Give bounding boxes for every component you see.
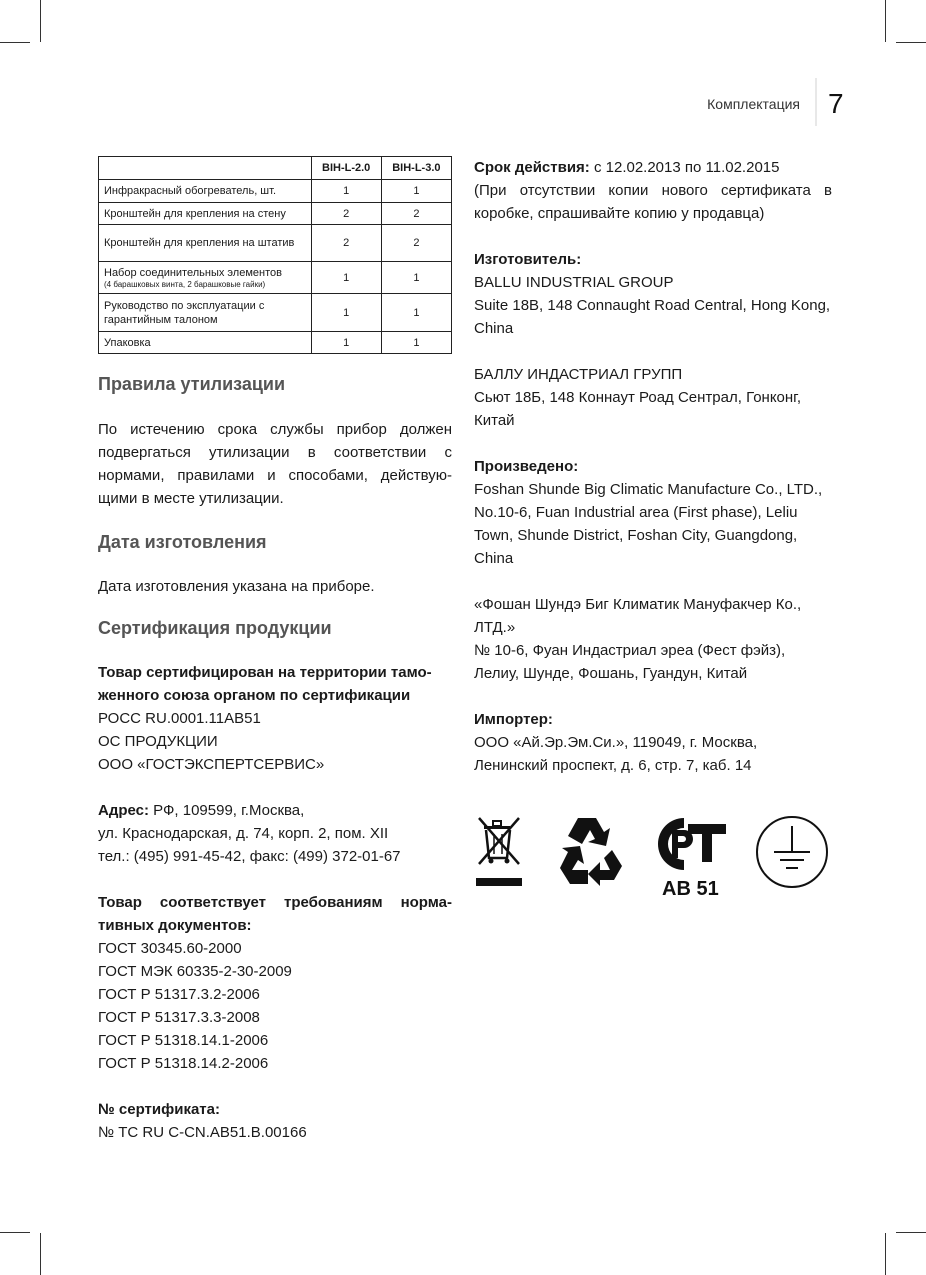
produced-line: Foshan Shunde Big Climatic Manufacture Co., LTD., (474, 481, 823, 498)
certification-title: Сертификация продукции (98, 618, 332, 638)
table-cell-value: 1 (311, 262, 381, 294)
standard-item: ГОСТ Р 51318.14.1-2006 (98, 1032, 269, 1049)
pct-conformity-mark (654, 814, 730, 874)
left-column (98, 156, 452, 1144)
table-cell-item: Руководство по эксплуатации с гарантийным талоном (99, 294, 312, 332)
standard-item: ГОСТ Р 51317.3.2-2006 (98, 986, 260, 1003)
table-row (99, 225, 452, 262)
table-header-row (99, 157, 452, 180)
package-contents-table (98, 156, 452, 354)
ground-symbol-icon (754, 814, 830, 890)
standard-item: ГОСТ МЭК 60335-2-30-2009 (98, 963, 292, 980)
table-cell-item: Кронштейн для крепления на стену (99, 203, 312, 225)
manufacturer-line: Suite 18B, 148 Connaught Road Central, Hong Kong, China (474, 297, 831, 337)
recycling-title: Правила утилизации (98, 374, 286, 394)
manufacture-date-text: Дата изготовления указана на приборе. (98, 578, 375, 595)
manufacturer-line: Сьют 18Б, 148 Коннаут Роад Сентрал, Гонконг, Китай (474, 389, 801, 429)
ab51-label: АВ 51 (662, 878, 719, 900)
compliance-marks (474, 812, 834, 902)
table-cell-value: 1 (381, 332, 451, 354)
crop-mark (0, 42, 30, 43)
validity-label: Срок действия: (474, 159, 590, 176)
table-cell-value: 2 (311, 203, 381, 225)
table-cell-value: 1 (311, 180, 381, 203)
manufacturer-line: BALLU INDUSTRIAL GROUP (474, 274, 674, 291)
compliance-heading: Товар соответствует требованиям норма-тивных документов: (98, 894, 452, 934)
certified-heading: Товар сертифицирован на территории тамо-женного союза органом по сертификации (98, 664, 432, 704)
table-row (99, 332, 452, 354)
certification-line: ОС ПРОДУКЦИИ (98, 733, 218, 750)
cert-number-value: № ТС RU С-CN.АВ51.В.00166 (98, 1124, 307, 1141)
manufacturer-line: БАЛЛУ ИНДАСТРИАЛ ГРУПП (474, 366, 683, 383)
validity-value: с 12.02.2013 по 11.02.2015 (589, 159, 780, 176)
table-row (99, 262, 452, 294)
recycling-text: По истечению срока службы прибор должен подвергаться утилизации в соответствии с нормами, правилами и способами, действую-щими в месте утилизации. (98, 421, 452, 507)
produced-line: «Фошан Шундэ Биг Климатик Мануфакчер Ко., ЛТД.» (474, 596, 802, 636)
table-cell-item (99, 262, 312, 294)
crop-mark (885, 1233, 886, 1275)
table-cell-value: 2 (381, 225, 451, 262)
table-row (99, 180, 452, 203)
address-label: Адрес: (98, 802, 149, 819)
crop-mark (896, 42, 926, 43)
table-header-cell: BIH-L-2.0 (311, 157, 381, 180)
crop-mark (40, 0, 41, 42)
importer-line: ООО «Ай.Эр.Эм.Си.», 119049, г. Москва, Ленинский проспект, д. 6, стр. 7, каб. 14 (474, 734, 758, 774)
crop-mark (885, 0, 886, 42)
address-value: РФ, 109599, г.Москва, (149, 802, 305, 819)
table-cell-item: Упаковка (99, 332, 312, 354)
manufacture-date-title: Дата изготовления (98, 532, 267, 552)
standard-item: ГОСТ Р 51317.3.3-2008 (98, 1009, 260, 1026)
produced-line: No.10-6, Fuan Industrial area (First phase), Leliu Town, Shunde District, Foshan City, Guangdong, China (474, 504, 798, 567)
validity-note: (При отсутствии копии нового сертификата в коробке, спрашивайте копию у продавца) (474, 182, 832, 222)
page-number: 7 (828, 88, 844, 119)
table-cell-item-text: Набор соединительных элементов (104, 266, 282, 279)
cert-number-label: № сертификата: (98, 1101, 220, 1118)
certification-line: РОСС RU.0001.11АВ51 (98, 710, 261, 727)
importer-label: Импортер: (474, 711, 553, 728)
crop-mark (40, 1233, 41, 1275)
table-cell-value: 1 (381, 180, 451, 203)
table-cell-value: 1 (381, 294, 451, 332)
table-cell-item: Инфракрасный обогреватель, шт. (99, 180, 312, 203)
address-line: тел.: (495) 991-45-42, факс: (499) 372-01-67 (98, 848, 401, 865)
table-cell-value: 1 (311, 332, 381, 354)
table-cell-value: 1 (311, 294, 381, 332)
address-line (98, 799, 452, 822)
table-header-cell: BIH-L-3.0 (381, 157, 451, 180)
standard-item: ГОСТ Р 51318.14.2-2006 (98, 1055, 269, 1072)
right-column (474, 156, 832, 777)
table-cell-value: 2 (381, 203, 451, 225)
weee-crossed-bin-icon (474, 814, 524, 888)
table-cell-item-subtext: (4 барашковых винта, 2 барашковые гайки) (104, 279, 266, 289)
standard-item: ГОСТ 30345.60-2000 (98, 940, 242, 957)
manufacturer-label: Изготовитель: (474, 251, 582, 268)
crop-mark (896, 1232, 926, 1233)
table-cell-item: Кронштейн для крепления на штатив (99, 225, 312, 262)
table-cell-value: 2 (311, 225, 381, 262)
header-divider (815, 78, 817, 126)
produced-label: Произведено: (474, 458, 579, 475)
crop-mark (0, 1232, 30, 1233)
table-row (99, 294, 452, 332)
table-cell-value: 1 (381, 262, 451, 294)
recycle-icon (552, 812, 628, 888)
table-header-cell (99, 157, 312, 180)
certification-line: ООО «ГОСТЭКСПЕРТСЕРВИС» (98, 756, 325, 773)
produced-line: № 10-6, Фуан Индастриал эреа (Фест фэйз), Лелиу, Шунде, Фошань, Гуандун, Китай (474, 642, 786, 682)
address-line: ул. Краснодарская, д. 74, корп. 2, пом. XII (98, 825, 389, 842)
table-row (99, 203, 452, 225)
validity-line (474, 156, 832, 179)
section-header-label: Комплектация (707, 96, 800, 112)
